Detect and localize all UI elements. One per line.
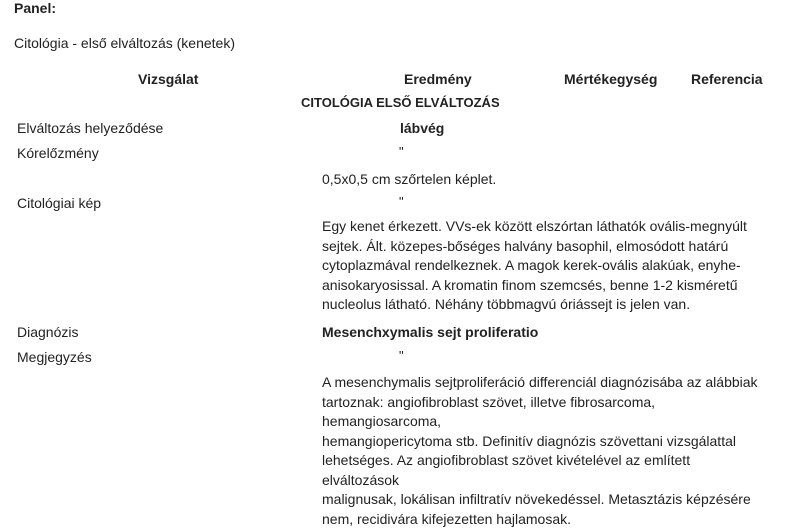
note-line: hemangiopericytoma stb. Definitív diagnózis szövettani vizsgálattal [322,432,762,452]
header-unit: Mértékegység [564,71,657,87]
row-text-cytology [322,217,762,315]
panel-value: Citológia - első elváltozás (kenetek) [14,35,235,51]
row-value-diagnosis: Mesenchxymalis sejt proliferatio [322,324,538,340]
panel-label: Panel: [14,0,56,16]
section-title: CITOLÓGIA ELSŐ ELVÁLTOZÁS [301,95,500,110]
row-label-cytology: Citológiai kép [17,195,101,211]
cytology-line: Egy kenet érkezett. VVs-ek között elszórtan láthatók ovális-megnyúlt [322,217,762,237]
row-label-location: Elváltozás helyeződése [17,120,163,136]
note-line: nem, recidivára kifejezetten hajlamosak. [322,510,762,529]
note-line: tartoznak: angiofibroblast szövet, illetve fibrosarcoma, hemangiosarcoma, [322,393,762,432]
header-result: Eredmény [404,71,472,87]
row-quote-note: " [399,348,404,363]
cytology-line: anisokaryosissal. A kromatin finom szemcsés, benne 1-2 kisméretű [322,276,762,296]
note-line: A mesenchymalis sejtproliferáció differenciál diagnózisába az alábbiak [322,373,762,393]
row-value-location: lábvég [400,120,444,136]
row-label-diagnosis: Diagnózis [17,324,78,340]
cytology-line: sejtek. Ált. közepes-bőséges halvány basophil, elmosódott határú [322,237,762,257]
cytology-line: nucleolus látható. Néhány többmagvú óriássejt is jelen van. [322,295,762,315]
row-quote-history: " [399,144,404,159]
row-text-history: 0,5x0,5 cm szőrtelen képlet. [322,171,496,187]
header-test: Vizsgálat [138,71,198,87]
cytology-line: cytoplazmával rendelkeznek. A magok kerek-ovális alakúak, enyhe- [322,256,762,276]
row-label-history: Kórelőzmény [17,145,99,161]
note-line: lehetséges. Az angiofibroblast szövet kivételével az említett elváltozások [322,451,762,490]
header-reference: Referencia [691,71,763,87]
note-line: malignusak, lokálisan infiltratív növekedéssel. Metasztázis képzésére [322,490,762,510]
row-quote-cytology: " [399,194,404,209]
row-text-note [322,373,762,529]
row-label-note: Megjegyzés [17,349,92,365]
